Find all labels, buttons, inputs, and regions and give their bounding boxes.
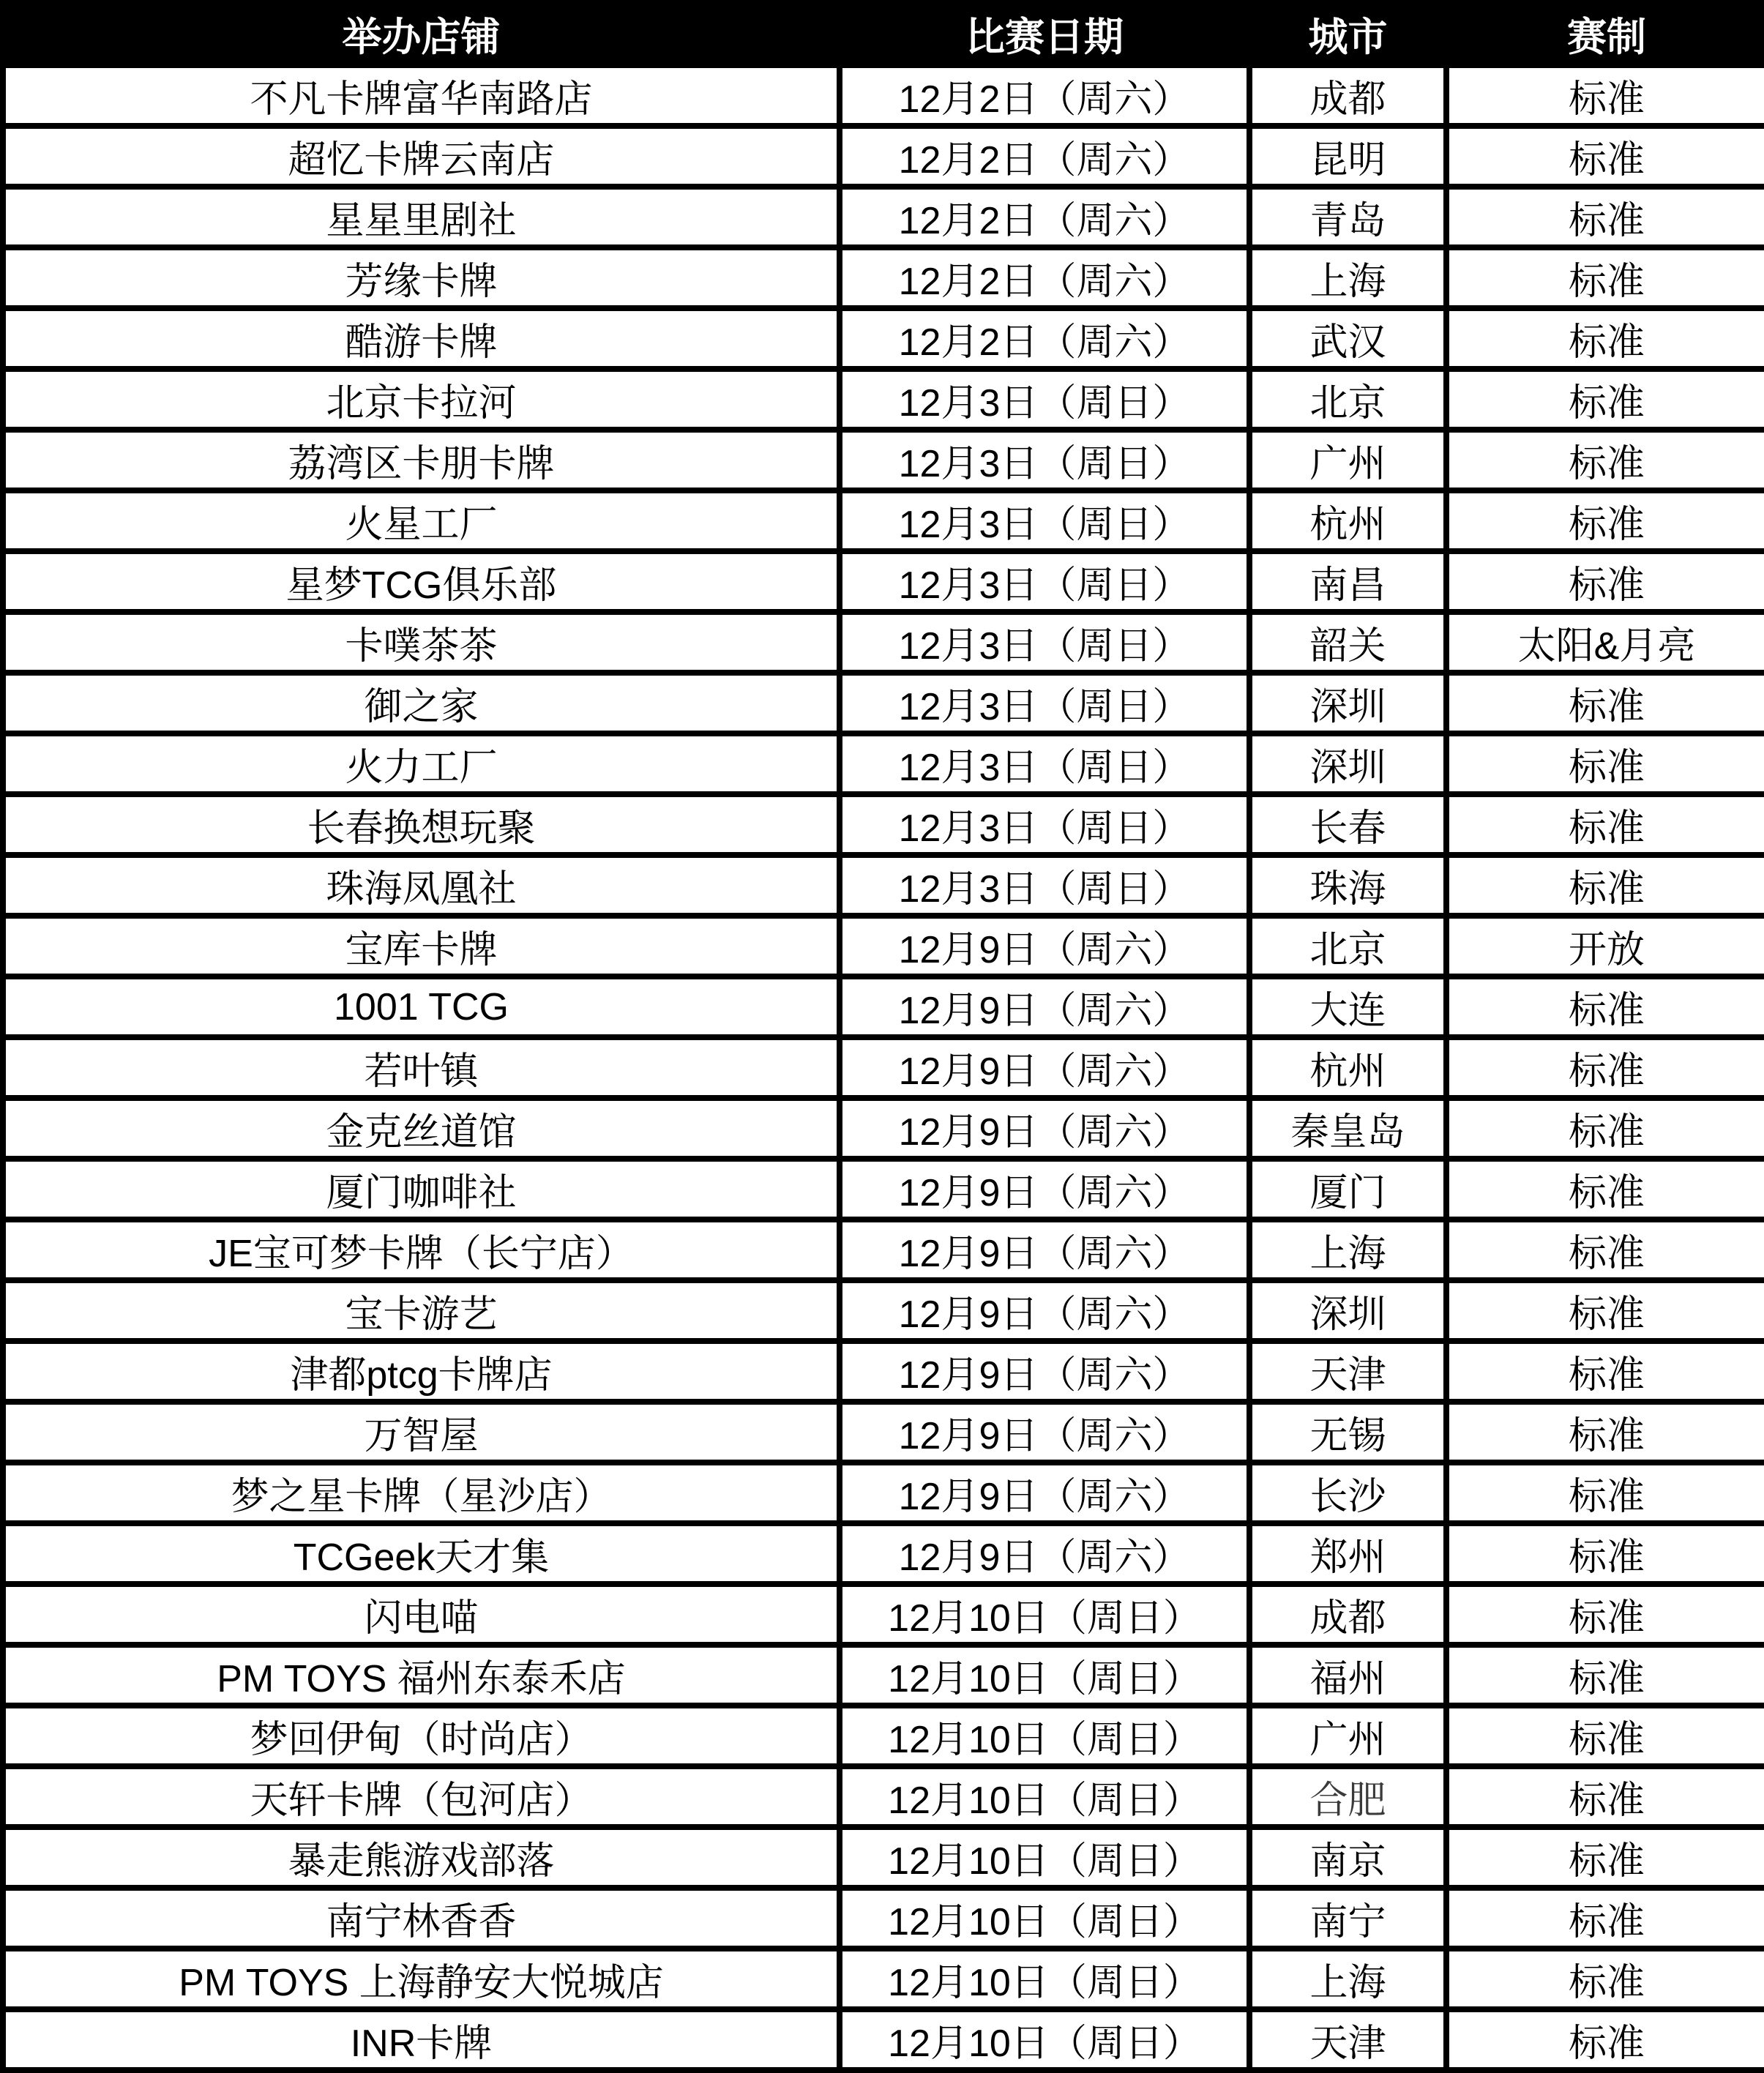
date-cell: 12月10日（周日） [840, 1706, 1249, 1766]
date-cell: 12月9日（周六） [840, 1219, 1249, 1280]
city-cell: 南昌 [1249, 551, 1446, 612]
city-cell: 南京 [1249, 1827, 1446, 1888]
table-row [3, 1219, 1764, 1280]
store-cell: 宝库卡牌 [3, 916, 840, 976]
city-cell: 北京 [1249, 369, 1446, 430]
header-store: 举办店铺 [3, 3, 840, 65]
city-cell: 杭州 [1249, 1037, 1446, 1098]
header-format: 赛制 [1446, 3, 1764, 65]
store-cell: 珠海凤凰社 [3, 855, 840, 916]
city-cell: 韶关 [1249, 612, 1446, 673]
format-cell: 标准 [1446, 430, 1764, 490]
format-cell: 标准 [1446, 1645, 1764, 1706]
city-cell: 广州 [1249, 430, 1446, 490]
date-cell: 12月3日（周日） [840, 673, 1249, 733]
table-header [3, 3, 1764, 65]
store-cell: 酷游卡牌 [3, 308, 840, 369]
table-row [3, 2009, 1764, 2070]
store-cell: JE宝可梦卡牌（长宁店） [3, 1219, 840, 1280]
table-row [3, 733, 1764, 794]
format-cell: 标准 [1446, 1219, 1764, 1280]
date-cell: 12月9日（周六） [840, 1341, 1249, 1402]
store-cell: 荔湾区卡朋卡牌 [3, 430, 840, 490]
header-city: 城市 [1249, 3, 1446, 65]
store-cell: 超忆卡牌云南店 [3, 126, 840, 187]
table-row [3, 1766, 1764, 1827]
city-cell: 青岛 [1249, 187, 1446, 247]
city-cell: 大连 [1249, 976, 1446, 1037]
format-cell: 标准 [1446, 1706, 1764, 1766]
store-cell: 天轩卡牌（包河店） [3, 1766, 840, 1827]
format-cell: 标准 [1446, 1098, 1764, 1159]
format-cell: 标准 [1446, 1888, 1764, 1949]
city-cell: 珠海 [1249, 855, 1446, 916]
format-cell: 标准 [1446, 1827, 1764, 1888]
format-cell: 标准 [1446, 1584, 1764, 1645]
date-cell: 12月9日（周六） [840, 1463, 1249, 1523]
table-row [3, 1827, 1764, 1888]
table-row [3, 1280, 1764, 1341]
table-row [3, 1584, 1764, 1645]
format-cell: 标准 [1446, 551, 1764, 612]
store-cell: 星梦TCG俱乐部 [3, 551, 840, 612]
table-row [3, 1645, 1764, 1706]
city-cell: 无锡 [1249, 1402, 1446, 1463]
store-cell: INR卡牌 [3, 2009, 840, 2070]
format-cell: 标准 [1446, 1402, 1764, 1463]
store-cell: 星星里剧社 [3, 187, 840, 247]
store-cell: 闪电喵 [3, 1584, 840, 1645]
store-cell: 卡噗茶茶 [3, 612, 840, 673]
store-cell: 宝卡游艺 [3, 1280, 840, 1341]
city-cell: 上海 [1249, 1949, 1446, 2009]
date-cell: 12月2日（周六） [840, 308, 1249, 369]
date-cell: 12月9日（周六） [840, 1280, 1249, 1341]
city-cell: 杭州 [1249, 490, 1446, 551]
city-cell: 成都 [1249, 1584, 1446, 1645]
date-cell: 12月10日（周日） [840, 1584, 1249, 1645]
store-cell: TCGeek天才集 [3, 1523, 840, 1584]
city-cell: 长沙 [1249, 1463, 1446, 1523]
city-cell: 长春 [1249, 794, 1446, 855]
city-cell: 武汉 [1249, 308, 1446, 369]
table-row [3, 308, 1764, 369]
store-cell: 1001 TCG [3, 976, 840, 1037]
store-cell: 若叶镇 [3, 1037, 840, 1098]
format-cell: 标准 [1446, 1341, 1764, 1402]
store-cell: 火力工厂 [3, 733, 840, 794]
table-row [3, 1098, 1764, 1159]
date-cell: 12月9日（周六） [840, 1402, 1249, 1463]
date-cell: 12月2日（周六） [840, 187, 1249, 247]
table-row [3, 1037, 1764, 1098]
date-cell: 12月10日（周日） [840, 1645, 1249, 1706]
table-row [3, 1159, 1764, 1219]
date-cell: 12月3日（周日） [840, 794, 1249, 855]
store-cell: 暴走熊游戏部落 [3, 1827, 840, 1888]
city-cell: 厦门 [1249, 1159, 1446, 1219]
date-cell: 12月10日（周日） [840, 2009, 1249, 2070]
store-cell: 南宁林香香 [3, 1888, 840, 1949]
date-cell: 12月3日（周日） [840, 855, 1249, 916]
header-date: 比赛日期 [840, 3, 1249, 65]
format-cell: 标准 [1446, 794, 1764, 855]
table-row [3, 1341, 1764, 1402]
store-cell: 厦门咖啡社 [3, 1159, 840, 1219]
date-cell: 12月2日（周六） [840, 247, 1249, 308]
table-row [3, 1706, 1764, 1766]
store-cell: 芳缘卡牌 [3, 247, 840, 308]
format-cell: 标准 [1446, 1159, 1764, 1219]
city-cell: 福州 [1249, 1645, 1446, 1706]
table-row [3, 916, 1764, 976]
format-cell: 标准 [1446, 65, 1764, 126]
store-cell: 梦之星卡牌（星沙店） [3, 1463, 840, 1523]
store-cell: 火星工厂 [3, 490, 840, 551]
format-cell: 标准 [1446, 247, 1764, 308]
city-cell: 上海 [1249, 247, 1446, 308]
format-cell: 开放 [1446, 916, 1764, 976]
format-cell: 标准 [1446, 308, 1764, 369]
city-cell: 成都 [1249, 65, 1446, 126]
date-cell: 12月9日（周六） [840, 1523, 1249, 1584]
format-cell: 标准 [1446, 1523, 1764, 1584]
table-row [3, 369, 1764, 430]
city-cell: 郑州 [1249, 1523, 1446, 1584]
table-row [3, 673, 1764, 733]
table-row [3, 430, 1764, 490]
table-row [3, 551, 1764, 612]
date-cell: 12月3日（周日） [840, 551, 1249, 612]
format-cell: 标准 [1446, 1037, 1764, 1098]
date-cell: 12月9日（周六） [840, 1037, 1249, 1098]
city-cell: 深圳 [1249, 1280, 1446, 1341]
table-body [3, 65, 1764, 2070]
date-cell: 12月3日（周日） [840, 369, 1249, 430]
table-row [3, 126, 1764, 187]
format-cell: 标准 [1446, 187, 1764, 247]
table-row [3, 1463, 1764, 1523]
table-row [3, 1402, 1764, 1463]
date-cell: 12月9日（周六） [840, 1159, 1249, 1219]
format-cell: 太阳&月亮 [1446, 612, 1764, 673]
table-row [3, 1949, 1764, 2009]
date-cell: 12月9日（周六） [840, 916, 1249, 976]
city-cell: 昆明 [1249, 126, 1446, 187]
date-cell: 12月3日（周日） [840, 733, 1249, 794]
format-cell: 标准 [1446, 1766, 1764, 1827]
date-cell: 12月3日（周日） [840, 490, 1249, 551]
table-row [3, 855, 1764, 916]
format-cell: 标准 [1446, 733, 1764, 794]
city-cell: 天津 [1249, 2009, 1446, 2070]
store-cell: 金克丝道馆 [3, 1098, 840, 1159]
format-cell: 标准 [1446, 2009, 1764, 2070]
table-row [3, 247, 1764, 308]
city-cell: 秦皇岛 [1249, 1098, 1446, 1159]
date-cell: 12月10日（周日） [840, 1949, 1249, 2009]
date-cell: 12月3日（周日） [840, 430, 1249, 490]
city-cell: 广州 [1249, 1706, 1446, 1766]
format-cell: 标准 [1446, 126, 1764, 187]
city-cell: 天津 [1249, 1341, 1446, 1402]
table-row [3, 1888, 1764, 1949]
format-cell: 标准 [1446, 369, 1764, 430]
date-cell: 12月9日（周六） [840, 976, 1249, 1037]
city-cell: 北京 [1249, 916, 1446, 976]
format-cell: 标准 [1446, 490, 1764, 551]
store-cell: 御之家 [3, 673, 840, 733]
format-cell: 标准 [1446, 1463, 1764, 1523]
date-cell: 12月2日（周六） [840, 65, 1249, 126]
table-row [3, 794, 1764, 855]
format-cell: 标准 [1446, 976, 1764, 1037]
store-cell: 万智屋 [3, 1402, 840, 1463]
table-row [3, 1523, 1764, 1584]
date-cell: 12月3日（周日） [840, 612, 1249, 673]
format-cell: 标准 [1446, 1280, 1764, 1341]
format-cell: 标准 [1446, 855, 1764, 916]
store-cell: 不凡卡牌富华南路店 [3, 65, 840, 126]
date-cell: 12月10日（周日） [840, 1888, 1249, 1949]
table-row [3, 65, 1764, 126]
city-cell: 南宁 [1249, 1888, 1446, 1949]
date-cell: 12月9日（周六） [840, 1098, 1249, 1159]
store-cell: 津都ptcg卡牌店 [3, 1341, 840, 1402]
table-row [3, 490, 1764, 551]
city-cell: 深圳 [1249, 733, 1446, 794]
city-cell: 合肥 [1249, 1766, 1446, 1827]
table-row [3, 612, 1764, 673]
date-cell: 12月10日（周日） [840, 1766, 1249, 1827]
store-cell: PM TOYS 福州东泰禾店 [3, 1645, 840, 1706]
store-cell: 北京卡拉河 [3, 369, 840, 430]
table-row [3, 976, 1764, 1037]
date-cell: 12月2日（周六） [840, 126, 1249, 187]
store-cell: 梦回伊甸（时尚店） [3, 1706, 840, 1766]
store-cell: 长春换想玩聚 [3, 794, 840, 855]
format-cell: 标准 [1446, 1949, 1764, 2009]
city-cell: 上海 [1249, 1219, 1446, 1280]
table-row [3, 187, 1764, 247]
date-cell: 12月10日（周日） [840, 1827, 1249, 1888]
store-cell: PM TOYS 上海静安大悦城店 [3, 1949, 840, 2009]
header-row [3, 3, 1764, 65]
format-cell: 标准 [1446, 673, 1764, 733]
city-cell: 深圳 [1249, 673, 1446, 733]
